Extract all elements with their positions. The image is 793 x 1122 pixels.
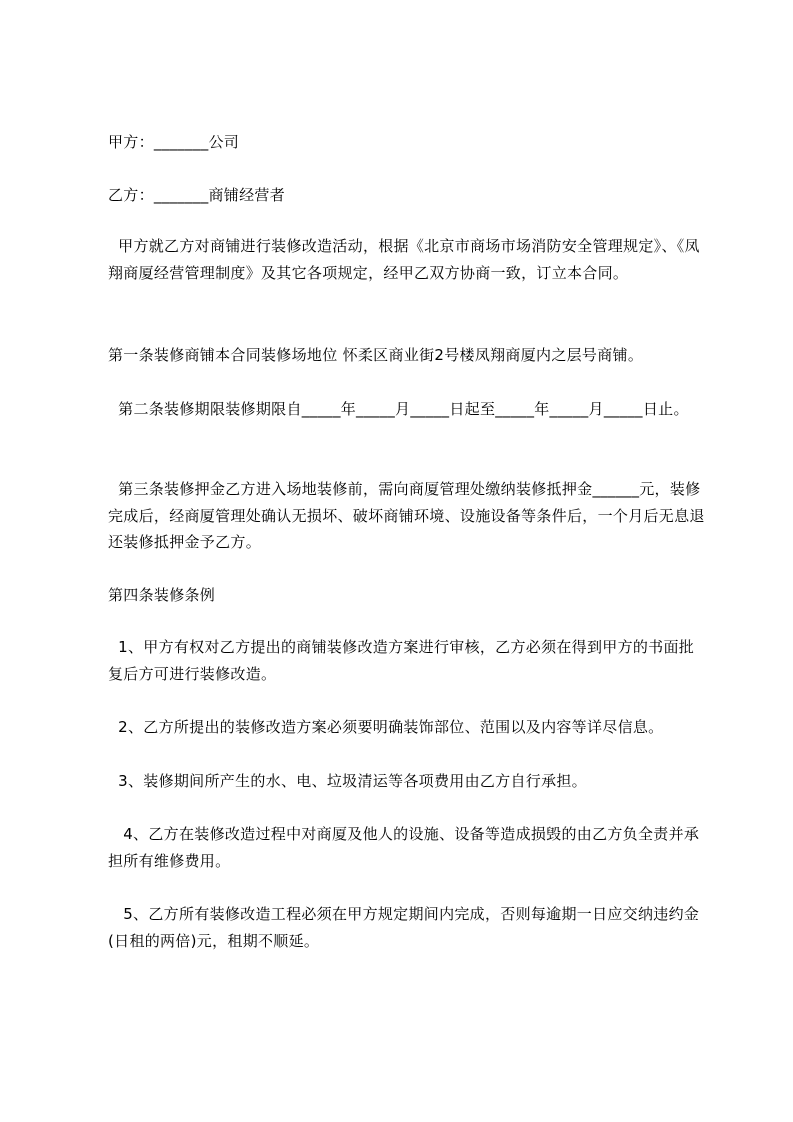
- clause-1-paragraph: 1、甲方有权对乙方提出的商铺装修改造方案进行审核，乙方必须在得到甲方的书面批复后方可进行装修改造。: [108, 638, 695, 683]
- preamble-paragraph: 甲方就乙方对商铺进行装修改造活动，根据《北京市商场市场消防安全管理规定》、《凤翔商厦经营管理制度》及其它各项规定，经甲乙双方协商一致，订立本合同。: [108, 237, 700, 282]
- clause-3-paragraph: 3、装修期间所产生的水、电、垃圾清运等各项费用由乙方自行承担。: [108, 772, 587, 790]
- clause-5-paragraph: 5、乙方所有装修改造工程必须在甲方规定期间内完成，否则每逾期一日应交纳违约金(日租的两倍)元，租期不顺延。: [108, 905, 700, 950]
- article-4-heading: 第四条装修条例: [108, 586, 216, 604]
- clause-4-paragraph: 4、乙方在装修改造过程中对商厦及他人的设施、设备等造成损毁的由乙方负全责并承担所有维修费用。: [108, 825, 700, 870]
- party-a-line: 甲方：_______公司: [108, 133, 240, 151]
- article-1-paragraph: 第一条装修商铺本合同装修场地位 怀柔区商业街2号楼凤翔商厦内之层号商铺。: [108, 346, 644, 364]
- clause-2-paragraph: 2、乙方所提出的装修改造方案必须要明确装饰部位、范围以及内容等详尽信息。: [108, 718, 664, 736]
- party-b-line: 乙方：_______商铺经营者: [108, 186, 286, 204]
- article-2-paragraph: 第二条装修期限装修期限自_____年_____月_____日起至_____年_____月_____日止。: [108, 400, 689, 418]
- article-3-paragraph: 第三条装修押金乙方进入场地装修前，需向商厦管理处缴纳装修抵押金______元，装修完成后，经商厦管理处确认无损坏、破坏商铺环境、设施设备等条件后，一个月后无息退还装修抵押金予乙方。: [108, 480, 705, 551]
